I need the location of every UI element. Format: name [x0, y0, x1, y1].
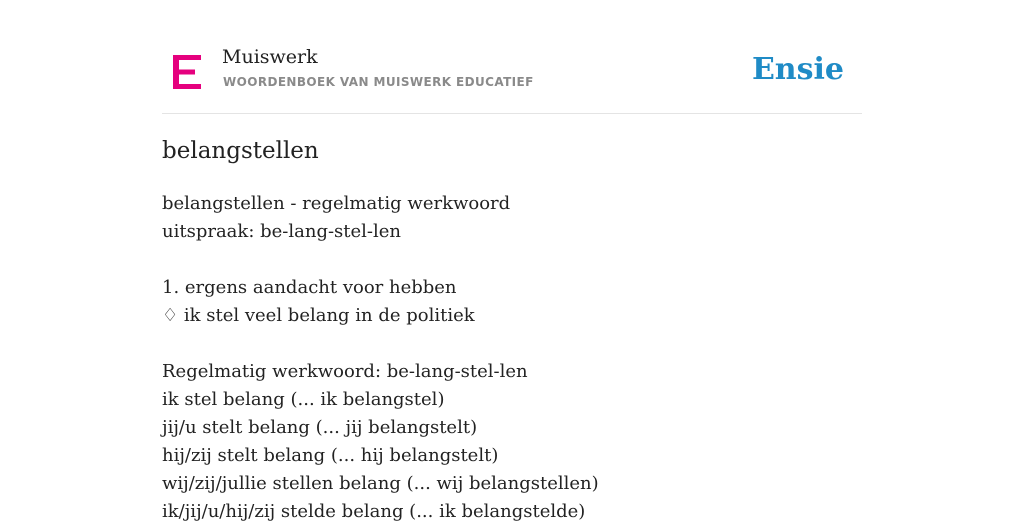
conjugation-line: hij/zij stelt belang (... hij belangstelt): [162, 445, 499, 466]
definition-line: belangstellen - regelmatig werkwoord: [162, 193, 511, 214]
pronunciation: uitspraak: be-lang-stel-len: [162, 221, 402, 242]
spacer: [162, 330, 862, 358]
example: ♢ ik stel veel belang in de politiek: [162, 305, 475, 326]
spacer: [162, 246, 862, 274]
entry-title: belangstellen: [162, 138, 319, 164]
ensie-logo-link[interactable]: Ensie: [751, 52, 844, 87]
brand-title[interactable]: Muiswerk: [222, 46, 318, 68]
entry-body: [162, 190, 862, 526]
conjugation-line: jij/u stelt belang (... jij belangstelt): [162, 417, 478, 438]
site-header: [162, 0, 862, 114]
conjugation-line: wij/zij/jullie stellen belang (... wij belangstellen): [162, 473, 599, 494]
page: [162, 0, 862, 522]
conjugation-line: ik/jij/u/hij/zij stelde belang (... ik belangstelde): [162, 501, 586, 522]
meaning: 1. ergens aandacht voor hebben: [162, 277, 457, 298]
conjugation-line: ik stel belang (... ik belangstel): [162, 389, 445, 410]
muiswerk-logo-icon[interactable]: [173, 55, 201, 89]
brand-subtitle: WOORDENBOEK VAN MUISWERK EDUCATIEF: [223, 75, 534, 89]
conjugation-heading: Regelmatig werkwoord: be-lang-stel-len: [162, 361, 528, 382]
